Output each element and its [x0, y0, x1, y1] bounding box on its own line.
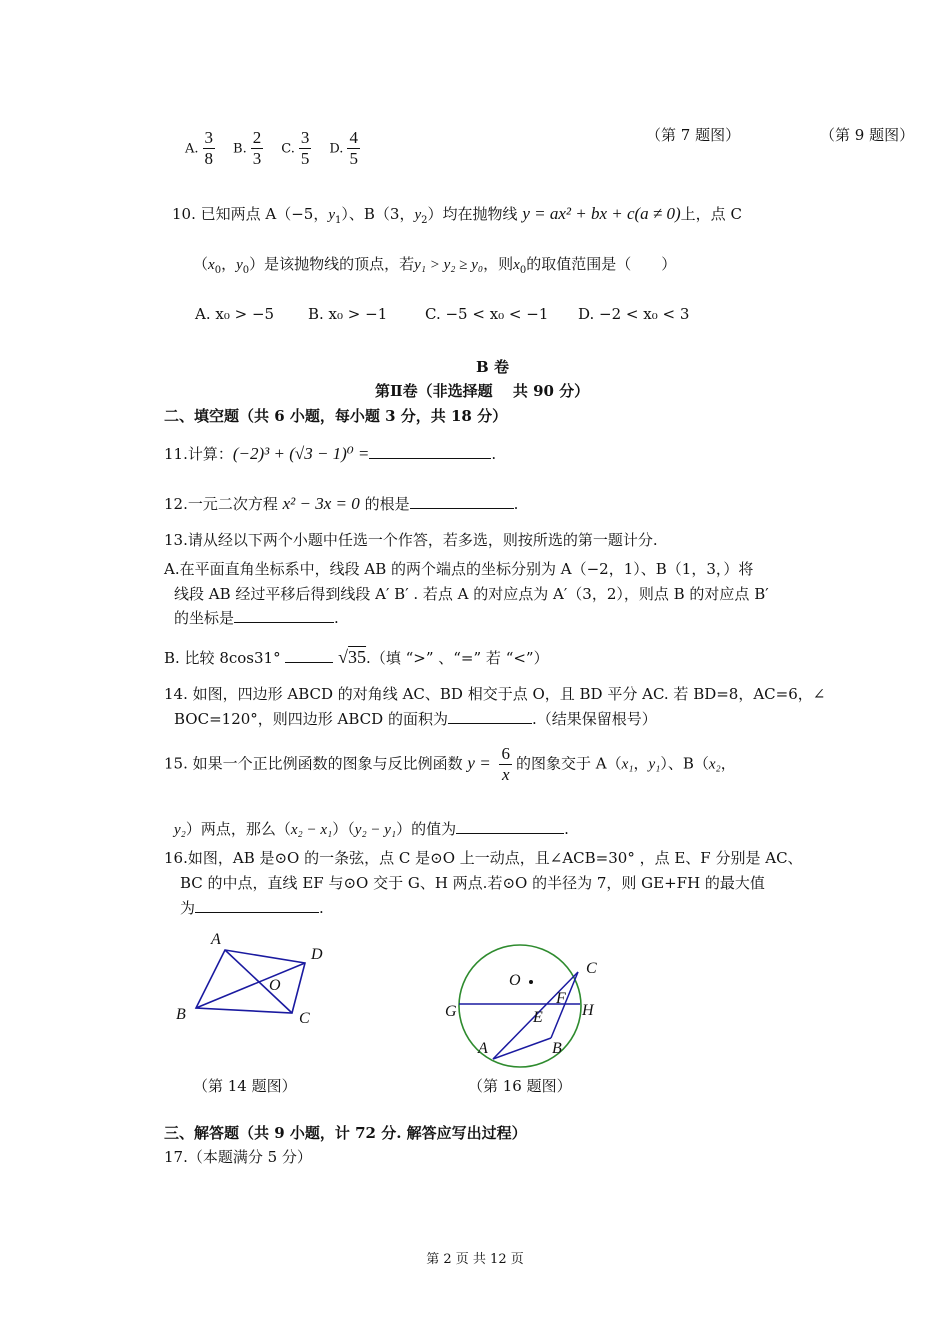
- q9-option-a: A. $\frac{3}{8}$: [185, 128, 214, 168]
- section-b-subtitle: 第Ⅱ卷（非选择题 共 90 分）: [375, 382, 590, 400]
- q9-option-d: D. $\frac{4}{5}$: [329, 128, 358, 168]
- q14-blank[interactable]: [448, 709, 532, 724]
- fig16-caption: （第 16 题图）: [468, 1077, 572, 1095]
- q10-line1: 10. 已知两点 A（−5，$y_1$）、B（3，$y_2$）均在抛物线 y = ax² + bx + c(a ≠ 0)上，点 C: [172, 204, 742, 226]
- q13-a-line1: A.在平面直角坐标系中，线段 AB 的两个端点的坐标分别为 A（−2，1）、B（1，3，）将: [164, 560, 754, 578]
- fig16-label-g: G: [445, 1003, 457, 1020]
- q9-fraction: $\frac{3}{8}$: [204, 128, 214, 168]
- fig16-label-o: O: [509, 972, 521, 989]
- part3-heading: 三、解答题（共 9 小题，计 72 分. 解答应写出过程）: [164, 1124, 527, 1142]
- q13-a-line3: 的坐标是 .: [174, 609, 339, 627]
- q15-line1: 15. 如果一个正比例函数的图象与反比例函数 y = $\frac{6}{x}$ 的图象交于 A（x₁，y₁）、B（x₂，: [164, 744, 736, 784]
- q12-blank[interactable]: [410, 494, 514, 509]
- part2-heading: 二、填空题（共 6 小题，每小题 3 分，共 18 分）: [164, 407, 508, 425]
- q13-b: B. 比较 8cos31° √35.（填 “>” 、“=” 若 “<”）: [164, 647, 549, 667]
- q14-line2: BOC=120°，则四边形 ABCD 的面积为 .（结果保留根号）: [174, 710, 657, 728]
- fig16-center-dot: [529, 980, 533, 984]
- q13-a-line2: 线段 AB 经过平移后得到线段 A′ B′ . 若点 A 的对应点为 A′（3，2），则点 B 的对应点 B′: [174, 585, 769, 603]
- q17-heading: 17.（本题满分 5 分）: [164, 1148, 312, 1166]
- fig16-label-h: H: [582, 1002, 594, 1019]
- fig16-diagram: [440, 918, 610, 1068]
- q10-opt-a: A. x₀ > −5: [195, 305, 275, 323]
- q12: 12.一元二次方程 x² − 3x = 0 的根是 .: [164, 494, 519, 513]
- q10-opt-d: D. −2 < x₀ < 3: [578, 305, 690, 323]
- q13-a-blank[interactable]: [234, 608, 334, 623]
- fig7-caption: （第 7 题图）: [646, 126, 741, 144]
- fig9-caption: （第 9 题图）: [820, 126, 915, 144]
- fig14-caption: （第 14 题图）: [193, 1077, 297, 1095]
- q15-line2: y₂）两点，那么（x₂ − x₁）（y₂ − y₁）的值为 .: [174, 820, 569, 838]
- q9-fraction: $\frac{2}{3}$: [252, 128, 262, 168]
- fig14-diagram: [168, 926, 348, 1036]
- q10-line2: （$x_0$，$y_0$）是该抛物线的顶点，若y₁ > y₂ ≥ y₀，则$x_0$的取值范围是（ ）: [193, 255, 677, 276]
- q10-opt-b: B. x₀ > −1: [308, 305, 388, 323]
- q15-blank[interactable]: [456, 819, 564, 834]
- q9-option-b: B. $\frac{2}{3}$: [233, 128, 262, 168]
- fig14-quadrilateral: [196, 950, 305, 1013]
- q9-fraction: $\frac{3}{5}$: [300, 128, 310, 168]
- q16-line2: BC 的中点，直线 EF 与⊙O 交于 G、H 两点.若⊙O 的半径为 7，则 GE+FH 的最大值: [180, 874, 765, 892]
- q13-intro: 13.请从经以下两个小题中任选一个作答，若多选，则按所选的第一题计分.: [164, 531, 658, 549]
- q9-options: [185, 128, 378, 169]
- q14-line1: 14. 如图，四边形 ABCD 的对角线 AC、BD 相交于点 O，且 BD 平分 AC. 若 BD=8，AC=6，∠: [164, 685, 826, 703]
- fig14-label-a: A: [211, 931, 221, 948]
- fig14-label-c: C: [299, 1010, 310, 1027]
- fig16-line-ab: [493, 1038, 551, 1059]
- q10-parabola-formula: y = ax² + bx + c(a ≠ 0): [522, 204, 681, 223]
- q16-line3: 为 .: [180, 899, 324, 917]
- fig14-diagonal-bd: [196, 963, 305, 1008]
- q13-b-blank[interactable]: [285, 648, 333, 663]
- fig16-label-a: A: [478, 1040, 488, 1057]
- fig14-label-d: D: [311, 946, 323, 963]
- q10-opt-c: C. −5 < x₀ < −1: [425, 305, 549, 323]
- fig16-label-e: E: [533, 1009, 543, 1026]
- q11: 11.计算：(−2)³ + (√3 − 1)⁰ = .: [164, 444, 497, 463]
- q11-blank[interactable]: [369, 444, 491, 459]
- q9-option-c: C. $\frac{3}{5}$: [281, 128, 310, 168]
- fig14-label-b: B: [176, 1006, 186, 1023]
- fig16-label-b: B: [552, 1040, 562, 1057]
- page-footer: 第 2 页 共 12 页: [426, 1252, 524, 1267]
- fig16-label-c: C: [586, 960, 597, 977]
- q16-blank[interactable]: [195, 898, 319, 913]
- fig14-label-o: O: [269, 977, 281, 994]
- section-b-title: B 卷: [476, 358, 509, 376]
- q9-fraction: $\frac{4}{5}$: [349, 128, 358, 168]
- q16-line1: 16.如图，AB 是⊙O 的一条弦，点 C 是⊙O 上一动点，且∠ACB=30° ，点 E、F 分别是 AC、: [164, 849, 803, 867]
- fig16-label-f: F: [556, 990, 566, 1007]
- fig14-lines: [196, 950, 305, 1013]
